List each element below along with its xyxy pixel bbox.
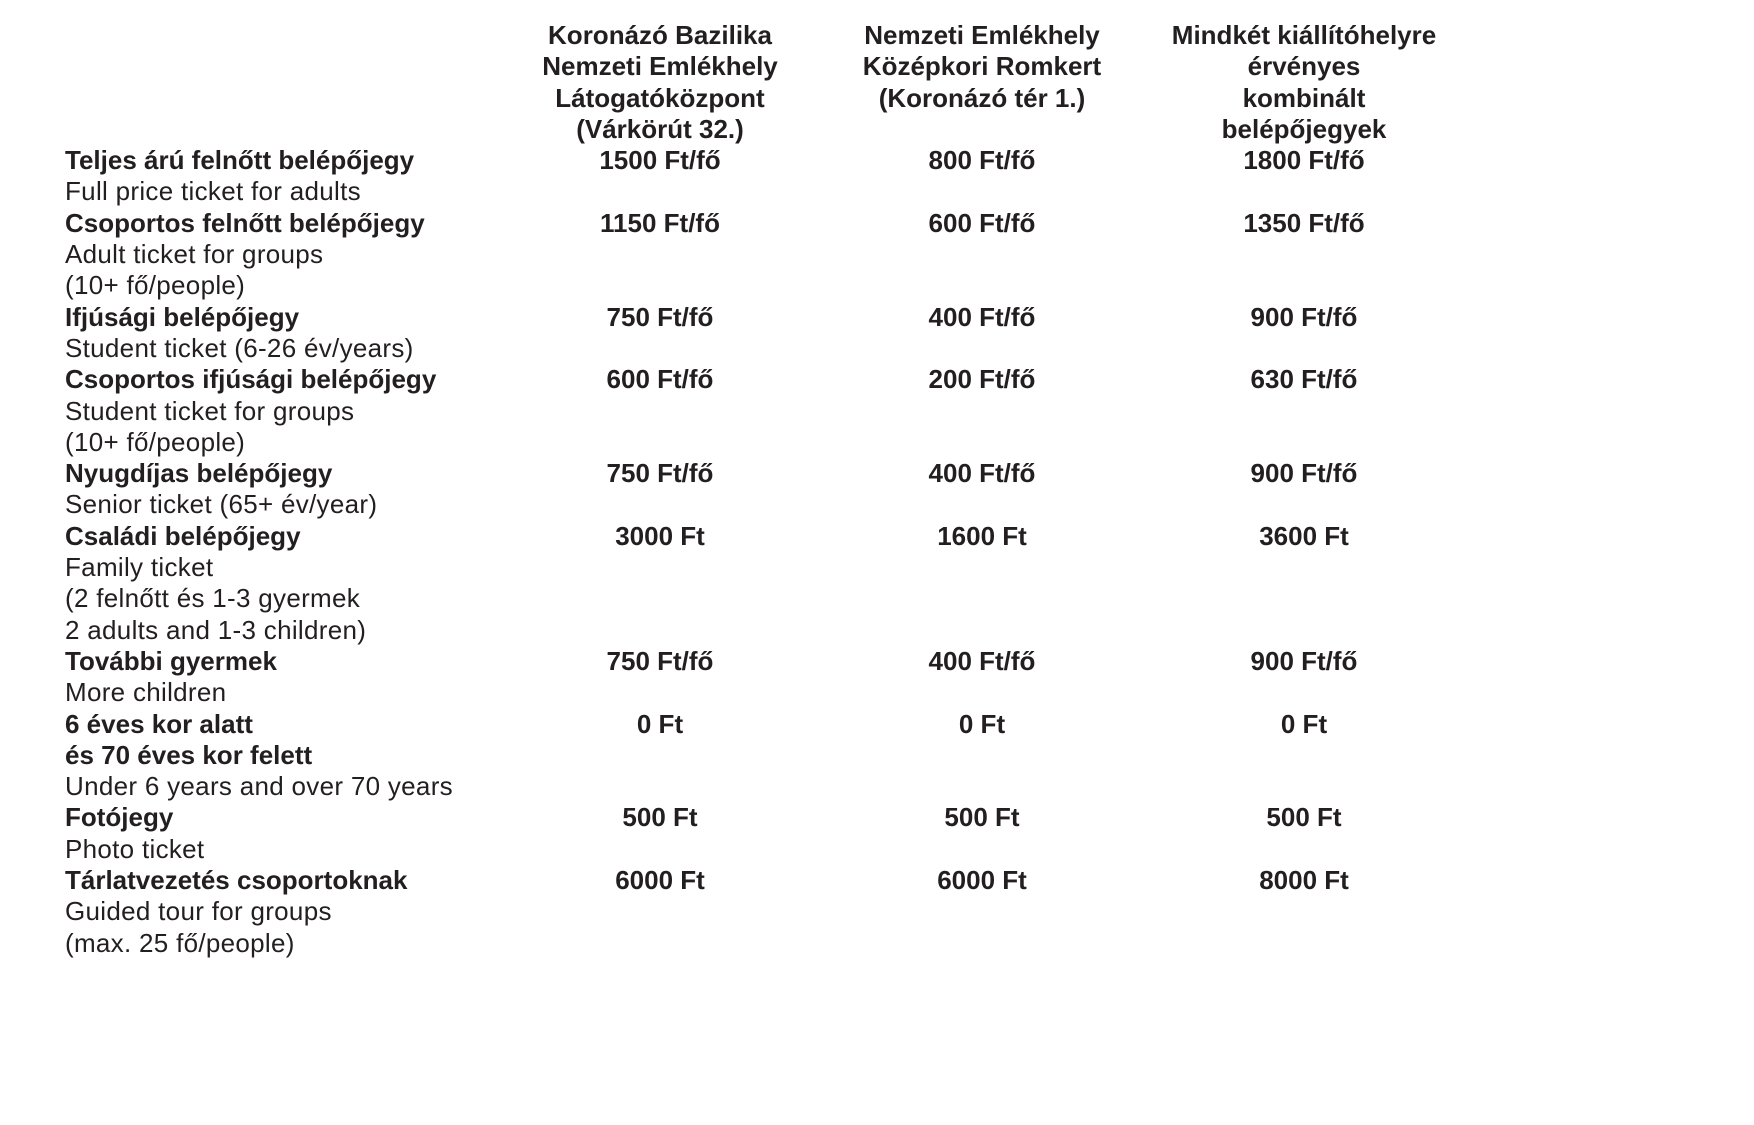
label-line-translation: Guided tour for groups [65,896,332,927]
label-line-hungarian: Családi belépőjegy [65,520,301,551]
label-line-hungarian: Tárlatvezetés csoportoknak [65,865,408,896]
label-line-translation: (2 felnőtt és 1-3 gyermek [65,583,361,614]
table-row [65,145,1465,208]
price-cell: 600 Ft/fő [606,364,714,395]
table-row [65,709,1465,803]
header-spacer-cell [65,20,499,145]
pricing-page [0,20,1754,959]
label-line-translation: Adult ticket for groups [65,239,324,270]
price-cell: 200 Ft/fő [928,364,1036,395]
label-line-translation: Student ticket (6-26 év/years) [65,332,414,363]
header-line: (Várkörút 32.) [576,113,744,144]
price-cell: 0 Ft [636,708,684,739]
table-row [65,865,1465,959]
row-label-cell [65,458,499,521]
table-row [65,208,1465,302]
table-row [65,802,1465,865]
label-line-translation: Student ticket for groups [65,395,355,426]
price-cell: 6000 Ft [615,865,705,896]
table-body [65,145,1465,959]
row-label-cell [65,302,499,365]
price-cell: 750 Ft/fő [606,301,714,332]
row-label-cell [65,646,499,709]
label-line-translation: 2 adults and 1-3 children) [65,614,367,645]
table-row [65,521,1465,646]
price-cell: 500 Ft [622,802,698,833]
label-line-hungarian: Teljes árú felnőtt belépőjegy [65,145,415,176]
header-line: Látogatóközpont [555,82,765,113]
row-label-cell [65,521,499,646]
row-label-cell [65,208,499,302]
price-cell: 750 Ft/fő [606,645,714,676]
price-cell: 500 Ft [944,802,1020,833]
table-row [65,646,1465,709]
price-cell: 900 Ft/fő [1250,645,1358,676]
price-cell: 1150 Ft/fő [600,207,720,238]
label-line-hungarian: Csoportos felnőtt belépőjegy [65,207,425,238]
header-line: kombinált [1242,82,1366,113]
label-line-hungarian: További gyermek [65,645,277,676]
price-cell: 0 Ft [958,708,1006,739]
label-line-hungarian: 6 éves kor alatt [65,708,253,739]
header-venue-ruin-garden [821,20,1143,145]
label-line-hungarian: Nyugdíjas belépőjegy [65,458,333,489]
label-line-translation: More children [65,677,227,708]
ticket-price-table [65,20,1465,959]
header-venue-visitor-center [499,20,821,145]
price-cell: 3600 Ft [1259,520,1349,551]
header-line: (Koronázó tér 1.) [878,82,1086,113]
price-cell: 900 Ft/fő [1250,301,1358,332]
table-row [65,364,1465,458]
label-line-translation: Family ticket [65,552,214,583]
price-cell: 900 Ft/fő [1250,458,1358,489]
row-label-cell [65,364,499,458]
label-line-translation: (10+ fő/people) [65,270,246,301]
price-cell: 0 Ft [1280,708,1328,739]
label-line-hungarian: Ifjúsági belépőjegy [65,301,300,332]
label-line-translation: Under 6 years and over 70 years [65,771,453,802]
price-cell: 1350 Ft/fő [1243,207,1365,238]
row-label-cell [65,145,499,208]
price-cell: 630 Ft/fő [1250,364,1358,395]
table-header [65,20,1465,145]
label-line-hungarian: Csoportos ifjúsági belépőjegy [65,364,437,395]
header-line: Középkori Romkert [862,51,1102,82]
label-line-hungarian: és 70 éves kor felett [65,739,313,770]
price-cell: 800 Ft/fő [928,145,1036,176]
label-line-translation: (max. 25 fő/people) [65,927,295,958]
label-line-translation: Photo ticket [65,833,205,864]
label-line-translation: Senior ticket (65+ év/year) [65,489,378,520]
price-cell: 600 Ft/fő [928,207,1036,238]
label-line-translation: Full price ticket for adults [65,176,361,207]
price-cell: 750 Ft/fő [606,458,714,489]
row-label-cell [65,802,499,865]
header-line: Koronázó Bazilika [548,20,772,50]
price-cell: 400 Ft/fő [928,301,1036,332]
price-cell: 400 Ft/fő [928,458,1036,489]
price-cell: 1800 Ft/fő [1243,145,1365,176]
row-label-cell [65,865,499,959]
table-row [65,458,1465,521]
header-line: érvényes [1247,51,1361,82]
price-cell: 400 Ft/fő [928,645,1036,676]
price-cell: 1600 Ft [937,520,1027,551]
price-cell: 3000 Ft [615,520,705,551]
header-line: Nemzeti Emlékhely [542,51,778,82]
header-line: Nemzeti Emlékhely [864,20,1100,50]
price-cell: 6000 Ft [937,865,1027,896]
header-combined-tickets [1143,20,1465,145]
header-row [65,20,1465,145]
price-cell: 1500 Ft/fő [599,145,721,176]
header-line: Mindkét kiállítóhelyre [1171,20,1437,50]
header-line: belépőjegyek [1221,113,1387,144]
row-label-cell [65,709,499,803]
label-line-hungarian: Fotójegy [65,802,174,833]
table-row [65,302,1465,365]
label-line-translation: (10+ fő/people) [65,426,246,457]
price-cell: 8000 Ft [1259,865,1349,896]
price-cell: 500 Ft [1266,802,1342,833]
